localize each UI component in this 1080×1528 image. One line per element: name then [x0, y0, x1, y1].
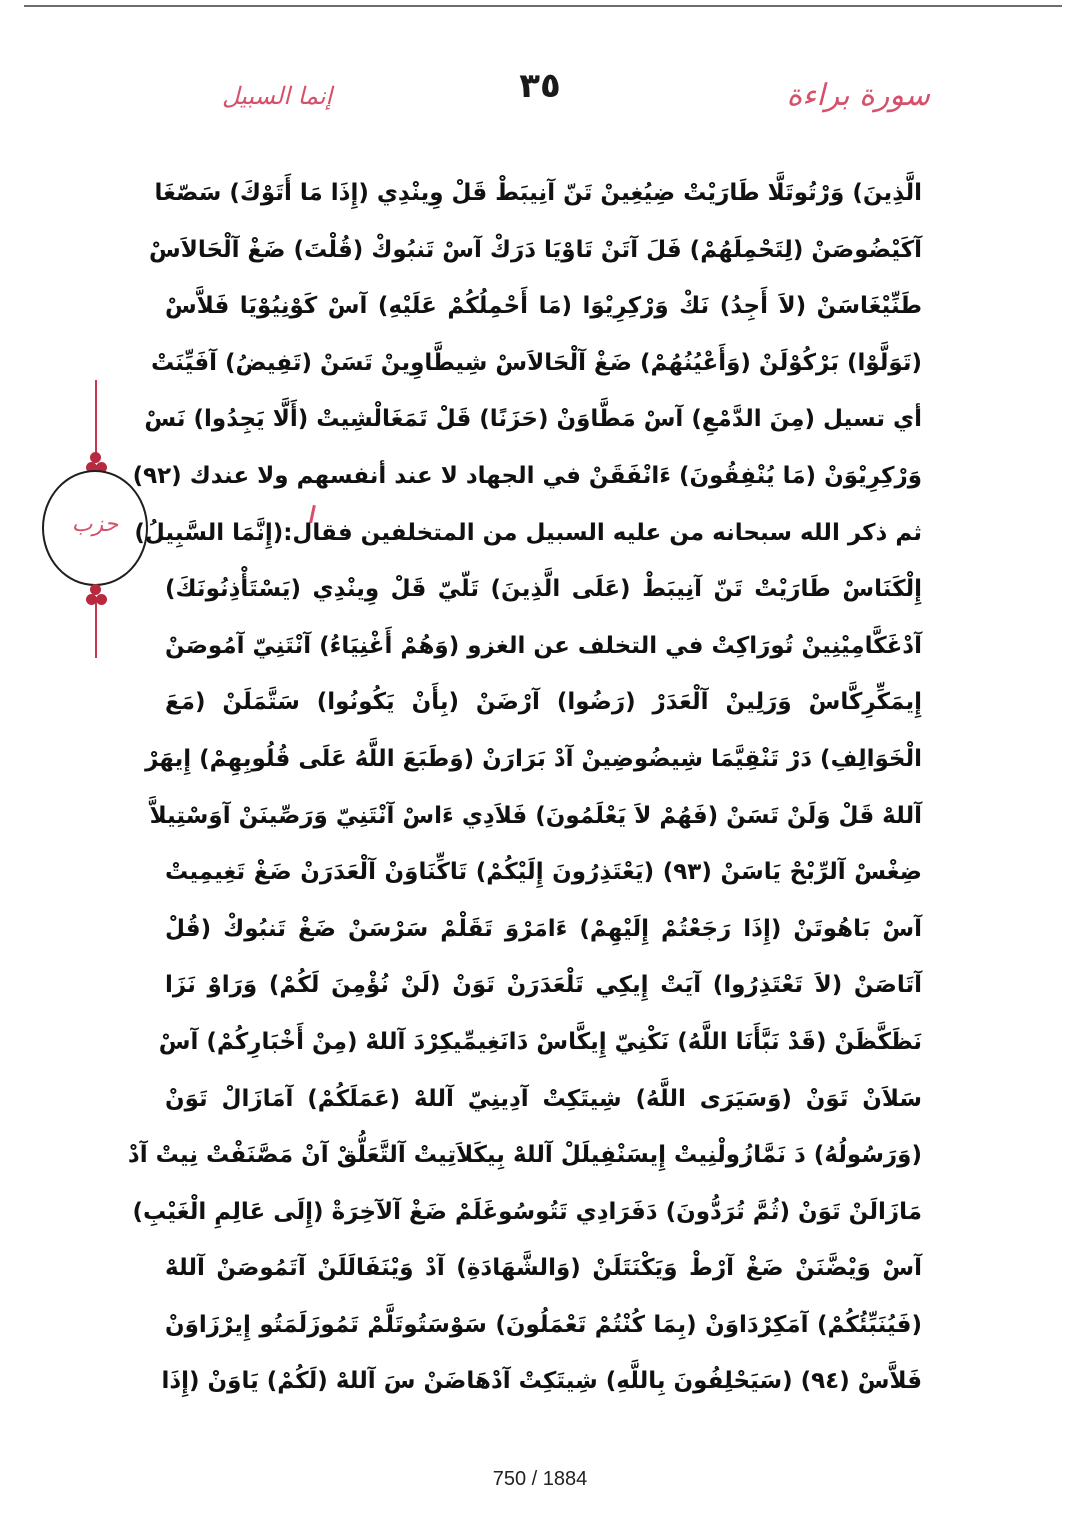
text-line: نَظَكَّظَنْ (قَدْ نَبَّأَنَا اللَّهُ) نَكْنِيّ إِيكَّاسْ دَانَغِيمِّيكِرْدَ آللهْ (مِنْ أَخْبَارِكُمْ) آسْ: [158, 1028, 922, 1055]
text-line: ثم ذكر الله سبحانه من عليه السبيل من المتخلفين فقال:(إِنَّمَا السَّبِيلُ): [134, 519, 922, 546]
text-line: آتَاصَنْ (لاَ تَعْتَذِرُوا) آيَتْ إِيكِي تَلْعَدَرَنْ تَوَنْ (لَنْ نُؤْمِنَ لَكُمْ) وَرَاوْ نَزَا: [165, 972, 922, 999]
text-line: (فَيُنَبِّئُكُمْ) آمَكِرْدَاوَنْ (بِمَا كُنْتُمْ تَعْمَلُونَ) سَوْسَتُوتَلَّمْ تَمُوزَلَمَتُو إِيرْزَاوَنْ: [165, 1311, 922, 1338]
hizb-label: حزب: [71, 512, 119, 537]
text-line: (تَوَلَّوْا) بَرْكُوْلَنْ (وَأَعْيُنُهُمْ) ضَغْ آلْحَالاَسْ شِيطَّاوِينْ تَسَنْ (تَفِيضُ) آفَيِّنَتْ: [150, 349, 922, 376]
text-line: إِلْكَنَاسْ طَارَيْتْ تَنّ آنِيبَطْ (عَلَى الَّذِينَ) تَلّيّ قَلْ وِينْدِي (يَسْتَأْذِنُونَكَ): [165, 576, 922, 603]
margin-bead-icon: [86, 594, 97, 605]
text-line: الَّذِينَ) وَرْتُوتَلَّا طَارَيْتْ ضِيُغِينْ تَنّ آنِيبَطْ قَلْ وِينْدِي (إِذَا مَا أَتَوْكَ) سَصّغَا: [154, 180, 922, 206]
margin-bead-icon: [96, 594, 107, 605]
text-line: طَنِّيْغَاسَنْ (لاَ أَجِدُ) نَكْ وَرْكِرِيْوَا (مَا أَحْمِلُكُمْ عَلَيْهِ) آسْ كَوْنِيُوْيَا فَلاَّسْ: [165, 293, 922, 320]
body-text: [127, 165, 922, 1410]
margin-line-lower: [95, 600, 97, 658]
text-line: (وَرَسُولُهُ) دَ نَمَّازُولْنِيتْ إِيسَنْفِيلَلْ آللهْ بِيكَلاَتِيتْ آلتَّعَلُّقْ آنْ مَصَّنَفْتْ نِيتْ آدْ: [127, 1142, 922, 1169]
text-line: فَلاَّسْ (٩٤) (سَيَحْلِفُونَ بِاللَّهِ) شِيتَكِتْ آدْهَاضَنْ سَ آللهْ (لَكُمْ) يَاوَنْ (إِذَا: [161, 1368, 922, 1395]
text-line: آسْ بَاهُوتَنْ (إِذَا رَجَعْتُمْ إِلَيْهِمْ) ءَامَرْوَ تَقَلْمْ سَرْسَنْ ضَغْ تَنبُوكْ (قُلْ: [165, 915, 922, 942]
text-line: أي تسيل (مِنَ الدَّمْعِ) آسْ مَطَّاوَنْ (حَزَنًا) قَلْ تَمَغَالْشِيتْ (أَلَّا يَجِدُوا) نَسْ: [144, 406, 922, 433]
text-line: الْخَوَالِفِ) دَرْ تَنْقِيَّمَا شِيضُوضِينْ آدْ بَرَارَنْ (وَطَبَعَ اللَّهُ عَلَى قُلُوبِهِمْ) إِيهَرْ: [145, 745, 922, 772]
top-border-line: [24, 5, 1062, 7]
margin-line-upper: [95, 380, 97, 460]
text-line: إِيمَكِّرِكَّاسْ وَرَلِينْ آلْعَدَرْ (رَضُوا) آرْضَنْ (بِأَنْ يَكُونُوا) سَتَّمَلَنْ (مَعَ: [165, 689, 922, 716]
text-line: مَازَالَنْ تَوَنْ (ثُمَّ تُرَدُّونَ) دَفَرَادِي تَتُوسُوغَلَمْ ضَغْ آلآخِرَةْ (إِلَى عَالِمِ الْغَيْبِ): [132, 1198, 922, 1225]
page-indicator: 750 / 1884: [492, 1468, 588, 1490]
header-surah-name: سورة براءة: [786, 78, 930, 113]
header-section-title: إنما السبيل: [222, 82, 333, 110]
text-line: آللهْ قَلْ وَلَنْ تَسَنْ (فَهُمْ لاَ يَعْلَمُونَ) فَلاَدِي ءَاسْ آنْتَنِيّ وَرَصِّينَنْ آوَسْتِيلاَّ: [149, 802, 922, 829]
text-line: ضِغْسْ آلرِّبْحْ يَاسَنْ (٩٣) (يَعْتَذِرُونَ إِلَيْكُمْ) تَاكِّنَاوَنْ آلْعَدَرَنْ ضَغْ تَغِيمِيتْ: [165, 859, 922, 886]
text-line: آسْ وَيْضَّنَنْ ضَغْ آرْطْ وَيَكْنَتَلَنْ (وَالشَّهَادَةِ) آدْ وَيْنَفَالَلَنْ آتَمُوصَنْ آللهْ: [165, 1255, 922, 1282]
text-line: آدْغَكَّامِيْنِينْ تُورَاكِتْ في التخلف عن الغزو (وَهُمْ أَغْنِيَاءُ) آنْتَنِيّ آمُوصَنْ: [165, 632, 922, 659]
text-line: وَرْكِرِيْوَنْ (مَا يُنْفِقُونَ) ءَانْفَقَنْ في الجهاد لا عند أنفسهم ولا عندك (٩٢): [132, 462, 922, 489]
header-page-number: ٣٥: [519, 66, 561, 106]
text-line: آكَيْضُوصَنْ (لِتَحْمِلَهُمْ) فَلَ آتَنْ تَاوْيَا دَرَكْ آسْ تَنبُوكْ (قُلْتَ) ضَغْ آلْحَالاَسْ: [148, 236, 922, 263]
text-line: سَلاَنْ تَوَنْ (وَسَيَرَى اللَّهُ) شِيتَكِتْ آدِينِيّ آللهْ (عَمَلَكُمْ) آمَازَالْ تَوَنْ: [165, 1085, 922, 1112]
